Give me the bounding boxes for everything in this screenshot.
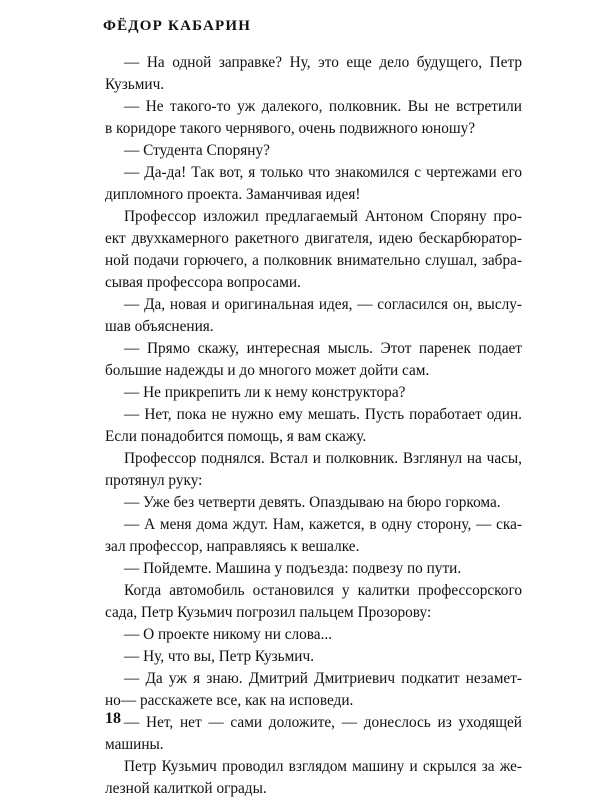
text-line: Кузьмич.	[105, 76, 165, 93]
text-line: зал профессор, направляясь к вешалке.	[105, 538, 360, 555]
text-line: лезной калиткой ограды.	[105, 780, 267, 797]
text-line: в коридоре такого чернявого, очень подвижного юношу?	[105, 120, 476, 137]
text-line: — Нет, нет — сами доложите, — донеслось из уходящей	[124, 714, 522, 731]
page-number: 18	[105, 710, 121, 727]
text-line: Профессор изложил предлагаемый Антоном Споряну про-	[124, 208, 522, 225]
text-line: сывая профессора вопросами.	[105, 274, 301, 291]
text-line: сада, Петр Кузьмич погрозил пальцем Прозорову:	[105, 604, 432, 621]
text-line: — А меня дома ждут. Нам, кажется, в одну сторону, — ска-	[124, 516, 522, 533]
text-line: ект двухкамерного ракетного двигателя, идею бескарбюратор-	[105, 230, 522, 247]
text-line: — Да-да! Так вот, я только что знакомился с чертежами его	[124, 164, 522, 181]
text-line: — Ну, что вы, Петр Кузьмич.	[124, 648, 315, 665]
text-line: — Пойдемте. Машина у подъезда: подвезу по пути.	[124, 560, 462, 577]
text-line: — Не такого-то уж далекого, полковник. Вы не встретили	[124, 98, 522, 115]
text-line: шав объяснения.	[105, 318, 214, 335]
text-line: но— расскажете все, как на исповеди.	[105, 692, 354, 709]
text-line: Когда автомобиль остановился у калитки профессорского	[124, 582, 522, 599]
text-line: протянул руку:	[105, 472, 203, 489]
text-line: Петр Кузьмич проводил взглядом машину и скрылся за же-	[124, 758, 522, 775]
text-line: — Уже без четверти девять. Опаздываю на бюро горкома.	[124, 494, 501, 511]
text-line: — Да уж я знаю. Дмитрий Дмитриевич подкатит незамет-	[124, 670, 522, 687]
text-line: большие надежды и до многого может дойти сам.	[105, 362, 430, 379]
text-line: — Прямо скажу, интересная мысль. Этот паренек подает	[124, 340, 522, 357]
text-line: — Нет, пока не нужно ему мешать. Пусть поработает один.	[124, 406, 522, 423]
text-line: ной подачи горючего, а полковник внимательно слушал, забра-	[105, 252, 522, 269]
text-line: — Не прикрепить ли к нему конструктора?	[124, 384, 406, 401]
text-line: — На одной заправке? Ну, это еще дело будущего, Петр	[124, 54, 522, 71]
text-line: дипломного проекта. Заманчивая идея!	[105, 186, 361, 203]
text-line: — О проекте никому ни слова...	[124, 626, 333, 643]
text-line: Профессор поднялся. Встал и полковник. Взглянул на часы,	[124, 450, 522, 467]
text-line: Если понадобится помощь, я вам скажу.	[105, 428, 367, 445]
text-line: машины.	[105, 736, 164, 753]
running-head: ФЁДОР КАБАРИН	[103, 18, 252, 34]
text-line: — Студента Споряну?	[124, 142, 270, 159]
text-line: — Да, новая и оригинальная идея, — согласился он, выслу-	[124, 296, 522, 313]
